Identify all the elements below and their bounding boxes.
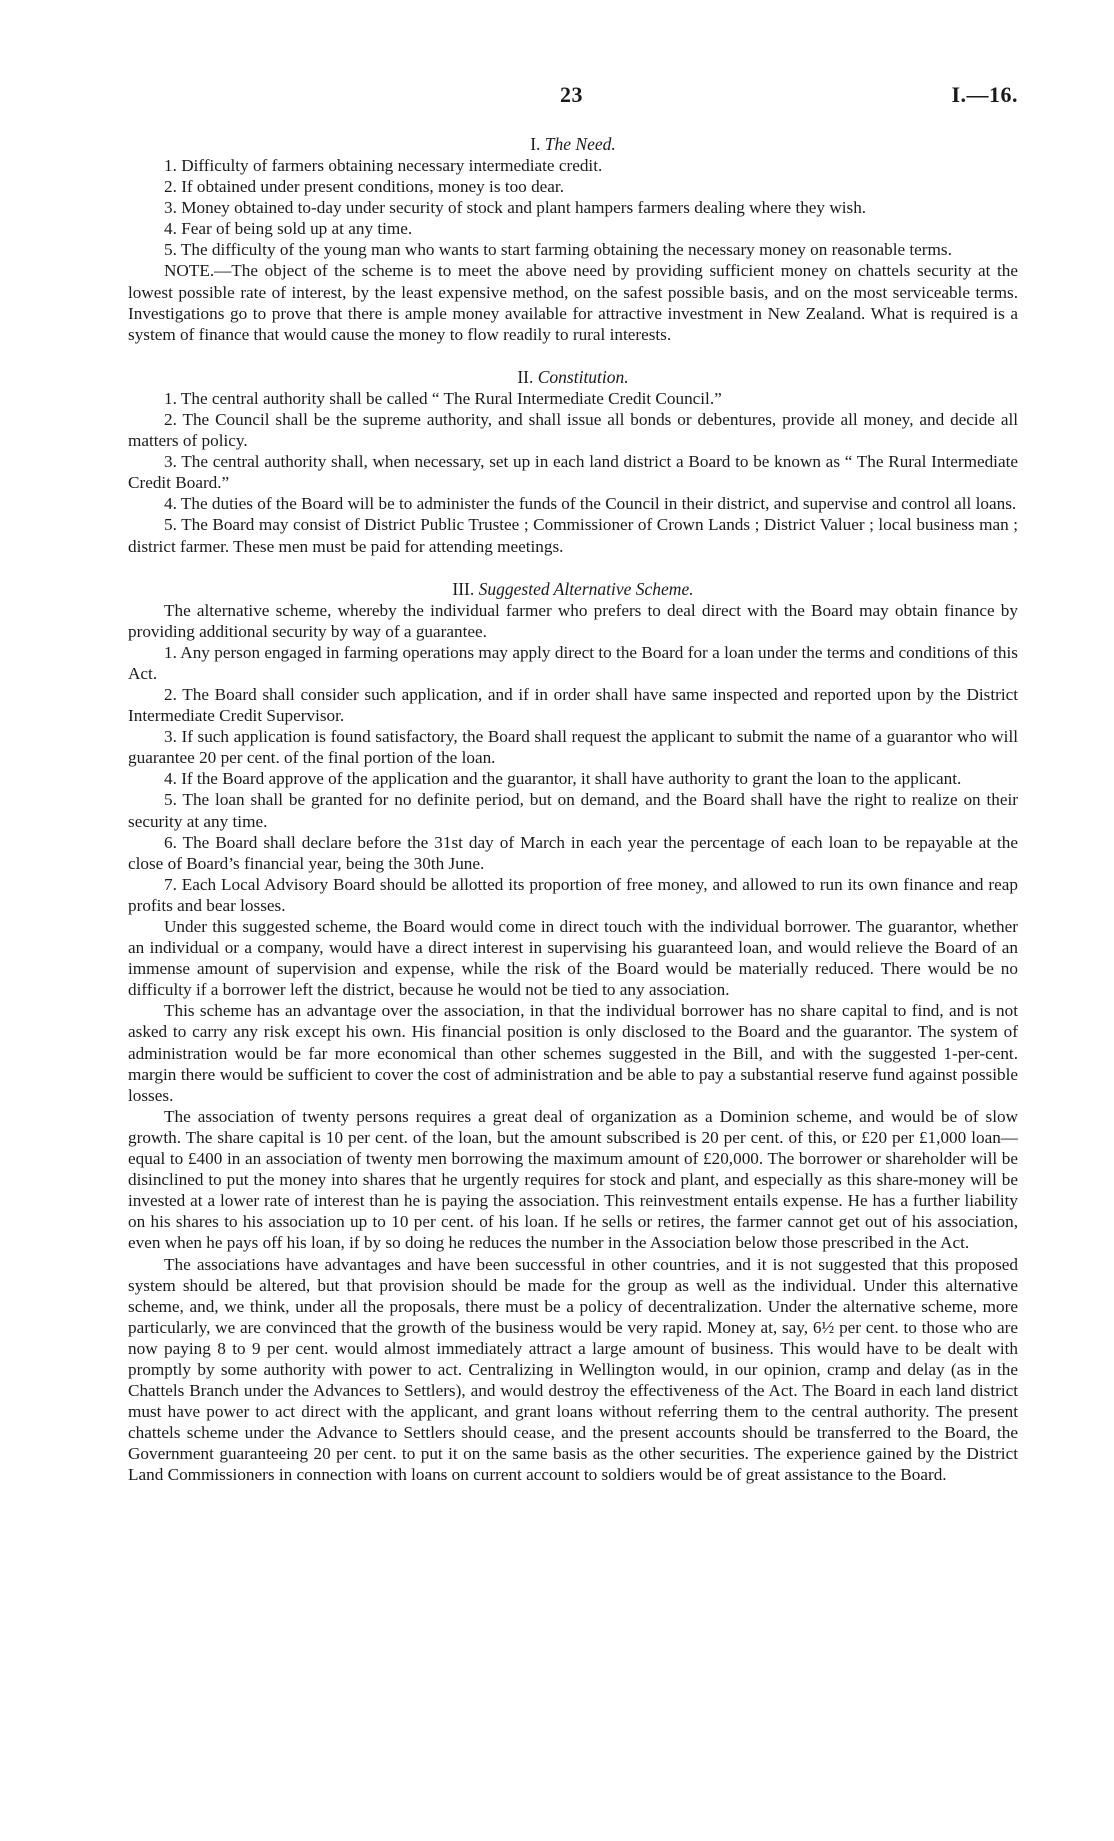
paragraph: 7. Each Local Advisory Board should be allotted its proportion of free money, and allowed to run its own finance and reap profits and bear losses. bbox=[128, 874, 1018, 915]
section-numeral: II. bbox=[517, 366, 534, 387]
paragraph: This scheme has an advantage over the association, in that the individual borrower has no share capital to find, and is not asked to carry any risk except his own. His financial position is only disclosed to the Board and the guarantor. The system of administration would be far more economical than other schemes suggested in the Bill, and with the suggested 1-per-cent. margin there would be sufficient to cover the cost of administration and be able to pay a substantial reserve fund against possible losses. bbox=[128, 1001, 1018, 1105]
paragraph: 6. The Board shall declare before the 31st day of March in each year the percentage of each loan to be repayable at the close of Board’s financial year, being the 30th June. bbox=[128, 832, 1018, 873]
section-the-need bbox=[128, 134, 1018, 345]
paragraph: 4. Fear of being sold up at any time. bbox=[164, 219, 413, 239]
section-numeral: I. bbox=[530, 134, 541, 154]
paragraph: 5. The Board may consist of District Public Trustee ; Commissioner of Crown Lands ; District Valuer ; local business man ; district farmer. These men must be paid for attending meetings. bbox=[128, 515, 1018, 556]
paragraph: The alternative scheme, whereby the individual farmer who prefers to deal direct with the Board may obtain finance by providing additional security by way of a guarantee. bbox=[128, 600, 1018, 641]
paragraph: The association of twenty persons requires a great deal of organization as a Dominion scheme, and would be of slow growth. The share capital is 10 per cent. of the loan, but the amount subscribed is 20 per cent. of this, or £20 per £1,000 loan—equal to £400 in an association of twenty men borrowing the maximum amount of £20,000. The borrower or shareholder will be disinclined to put the money into shares that he urgently requires for stock and plant, and especially as this share-money will be invested at a lower rate of interest than he is paying the association. This reinvestment entails expense. He has a further liability on his shares to his association up to 10 per cent. of his loan. If he sells or retires, the farmer cannot get out of his association, even when he pays off his loan, if by so doing he reduces the number in the Association below those prescribed in the Act. bbox=[128, 1106, 1018, 1253]
section-heading bbox=[128, 367, 1018, 388]
section-numeral: III. bbox=[452, 578, 475, 599]
section-constitution bbox=[128, 367, 1018, 557]
paragraph: 2. The Board shall consider such application, and if in order shall have same inspected and reported upon by the District Intermediate Credit Supervisor. bbox=[128, 684, 1018, 726]
paragraph: 2. The Council shall be the supreme authority, and shall issue all bonds or debentures, provide all money, and decide all matters of policy. bbox=[128, 409, 1018, 451]
section-suggested-alternative-scheme bbox=[128, 579, 1018, 1486]
paragraph: 5. The difficulty of the young man who wants to start farming obtaining the necessary money on reasonable terms. bbox=[164, 240, 952, 260]
section-title: Constitution. bbox=[537, 366, 629, 387]
page-number: 23 bbox=[560, 82, 583, 107]
section-heading bbox=[128, 579, 1018, 600]
paragraph: 3. If such application is found satisfactory, the Board shall request the applicant to submit the name of a guarantor who will guarantee 20 per cent. of the final portion of the loan. bbox=[128, 727, 1018, 768]
paragraph: Under this suggested scheme, the Board would come in direct touch with the individual borrower. The guarantor, whether an individual or a company, would have a direct interest in supervising his guaranteed loan, and would relieve the Board of an immense amount of supervision and expense, while the risk of the Board would be materially reduced. There would be no difficulty if a borrower left the district, because he would not be tied to any association. bbox=[128, 917, 1018, 1000]
paper-reference: I.—16. bbox=[951, 82, 1018, 107]
paragraph: 3. The central authority shall, when necessary, set up in each land district a Board to be known as “ The Rural Intermediate Credit Board.” bbox=[128, 452, 1018, 493]
paragraph: 4. The duties of the Board will be to administer the funds of the Council in their district, and supervise and control all loans. bbox=[164, 494, 1017, 514]
paragraph: 5. The loan shall be granted for no definite period, but on demand, and the Board shall have the right to realize on their security at any time. bbox=[128, 790, 1018, 831]
section-title: Suggested Alternative Scheme. bbox=[478, 578, 694, 599]
paragraph: 3. Money obtained to-day under security of stock and plant hampers farmers dealing where they wish. bbox=[164, 198, 867, 218]
paragraph: 4. If the Board approve of the application and the guarantor, it shall have authority to grant the loan to the applicant. bbox=[164, 769, 962, 789]
paragraph: 1. The central authority shall be called “ The Rural Intermediate Credit Council.” bbox=[164, 388, 722, 408]
paragraph: 1. Difficulty of farmers obtaining necessary intermediate credit. bbox=[164, 156, 603, 175]
paragraph: 2. If obtained under present conditions, money is too dear. bbox=[164, 177, 564, 197]
paragraph: 1. Any person engaged in farming operations may apply direct to the Board for a loan under the terms and conditions of this Act. bbox=[128, 642, 1018, 683]
page-body bbox=[128, 134, 1018, 1486]
section-title: The Need. bbox=[544, 134, 616, 154]
note-paragraph: NOTE.—The object of the scheme is to meet the above need by providing sufficient money on chattels security at the lowest possible rate of interest, by the least expensive method, on the safest possible basis, and on the most serviceable terms. Investigations go to prove that there is ample money available for attractive investment in New Zealand. What is required is a system of finance that would cause the money to flow readily to rural interests. bbox=[128, 261, 1018, 344]
paragraph: The associations have advantages and have been successful in other countries, and it is not suggested that this proposed system should be altered, but that provision should be made for the group as well as the individual. Under this alternative scheme, and, we think, under all the proposals, there must be a policy of decentralization. Under the alternative scheme, more particularly, we are convinced that the growth of the business would be very rapid. Money at, say, 6½ per cent. to those who are now paying 8 to 9 per cent. would almost immediately attract a large amount of business. This would have to be dealt with promptly by some authority with power to act. Centralizing in Wellington would, in our opinion, cramp and delay (as in the Chattels Branch under the Advances to Settlers), and would destroy the effectiveness of the Act. The Board in each land district must have power to act direct with the applicant, and grant loans without referring them to the central authority. The present chattels scheme under the Advance to Settlers should cease, and the present accounts should be transferred to the Board, the Government guaranteeing 20 per cent. to put it on the same basis as the other securities. The experience gained by the District Land Commissioners in connection with loans on current account to soldiers would be of great assistance to the Board. bbox=[128, 1254, 1018, 1485]
section-heading bbox=[128, 134, 1018, 155]
